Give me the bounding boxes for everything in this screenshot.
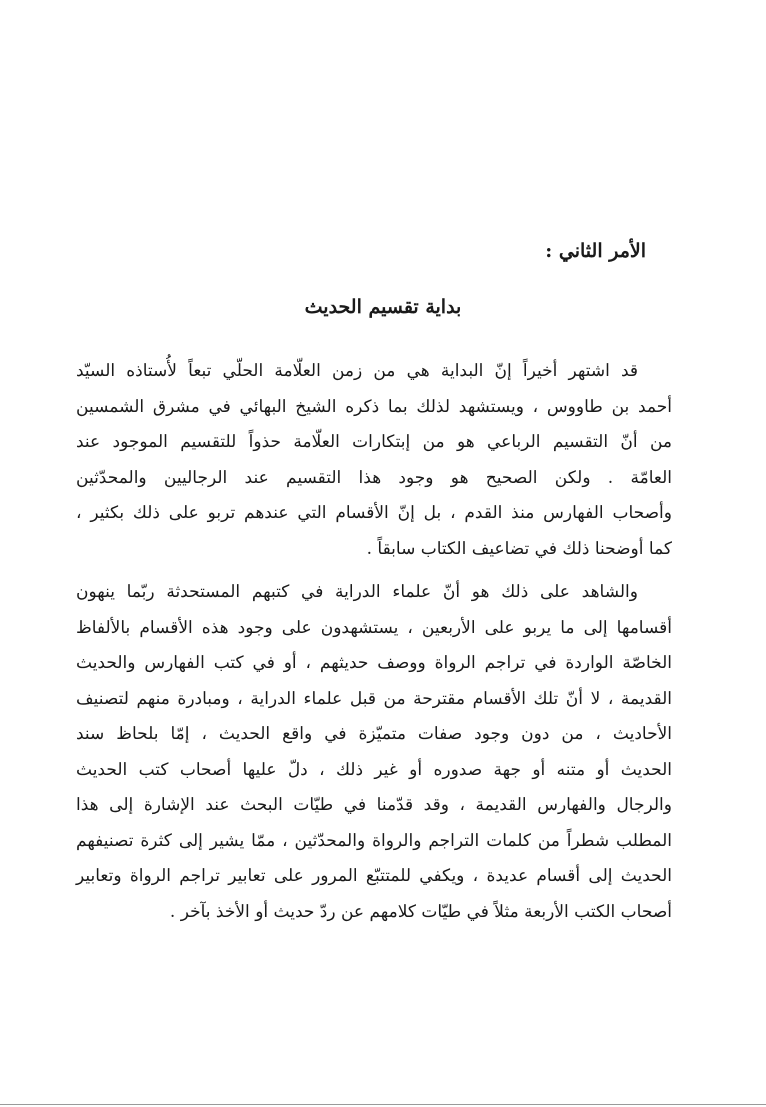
text-line: قد اشتهر أخيراً إنّ البداية هي من زمن العلّامة الحلّي تبعاً لأُستاذه السيّد [76,361,638,381]
text-line: الحديث أو متنه أو جهة صدوره أو غير ذلك ، دلّ عليها أصحاب كتب الحديث [76,759,672,780]
text-line: العامّة . ولكن الصحيح هو وجود هذا التقسيم عند الرجاليين والمحدّثين [76,467,672,488]
text-line: من أنّ التقسيم الرباعي هو من إبتكارات العلّامة حذواً للتقسيم الموجود عند [76,432,672,452]
text-line: الحديث إلى أقسام عديدة ، ويكفي للمتتبّع المرور على تعابير تراجم الرواة وتعابير [76,866,672,886]
text-line: والشاهد على ذلك هو أنّ علماء الدراية في كتبهم المستحدثة ربّما ينهون [76,582,638,602]
text-line: أصحاب الكتب الأربعة مثلاً في طيّات كلامهم عن ردّ حديث أو الأخذ بآخر . [169,901,672,922]
page-bottom-rule [0,1104,766,1105]
text-line: أحمد بن طاووس ، ويستشهد لذلك بما ذكره الشيخ البهائي في مشرق الشمسين [76,396,672,417]
text-line: أقسامها إلى ما يربو على الأربعين ، يستشهدون على وجود هذه الأقسام بالألفاظ [76,617,672,638]
text-line: المطلب شطراً من كلمات التراجم والرواة والمحدّثين ، ممّا يشير إلى كثرة تصنيفهم [76,830,672,851]
body-text [76,354,672,930]
text-line: الأحاديث ، من دون وجود صفات متميّزة في واقع الحديث ، إمّا بلحاظ سند [76,724,672,744]
paragraph-2 [76,575,672,930]
section-heading: الأمر الثاني : [545,240,646,262]
text-line: كما أوضحنا ذلك في تضاعيف الكتاب سابقاً . [366,538,672,559]
text-line: وأصحاب الفهارس منذ القدم ، بل إنّ الأقسام التي عندهم تربو على ذلك بكثير ، [76,503,672,523]
text-line: والرجال والفهارس القديمة ، وقد قدّمنا في طيّات البحث عند الإشارة إلى هذا [76,795,672,815]
text-line: القديمة ، لا أنّ تلك الأقسام مقترحة من قبل علماء الدراية ، ومبادرة منهم لتصنيف [76,688,672,709]
paragraph-1 [76,354,672,567]
text-line: الخاصّة الواردة في تراجم الرواة ووصف حديثهم ، أو في كتب الفهارس والحديث [76,653,672,673]
section-subheading: بداية تقسيم الحديث [304,296,462,318]
